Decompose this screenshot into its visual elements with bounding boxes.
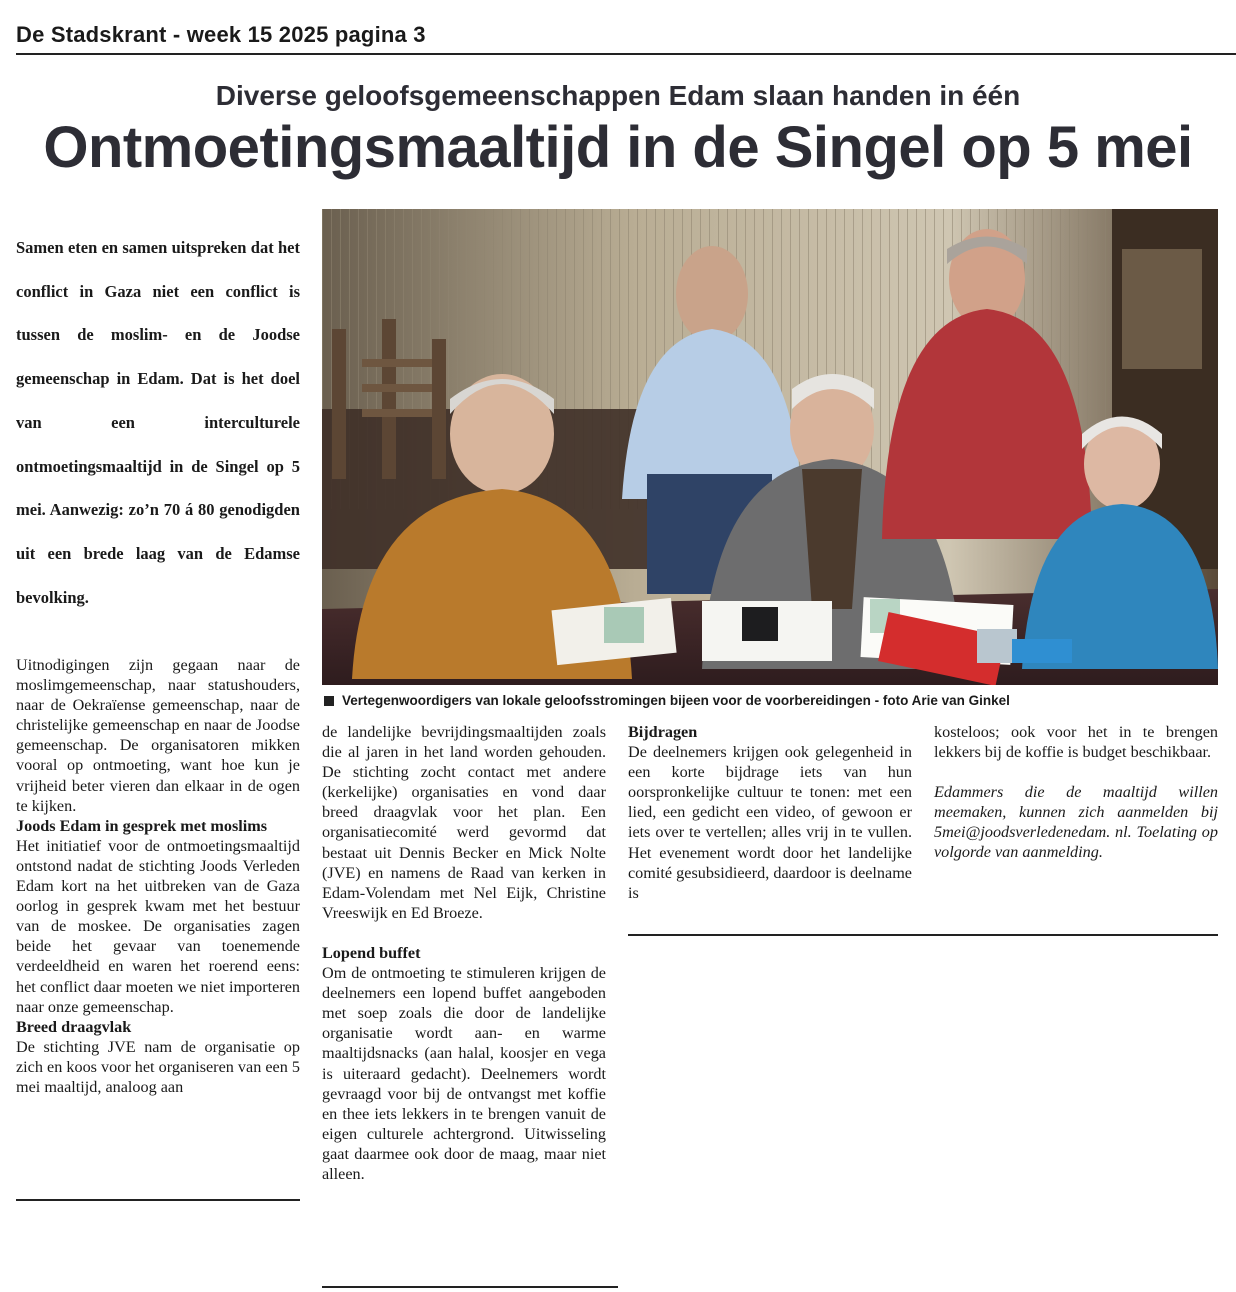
column-3 [628, 722, 912, 903]
masthead: De Stadskrant - week 15 2025 pagina 3 [16, 22, 426, 47]
photo-caption [322, 693, 1222, 708]
col1-end-rule [16, 1199, 300, 1201]
column-2 [322, 722, 606, 1184]
col2-end-rule [322, 1286, 618, 1288]
col4-paragraph-1: kosteloos; ook voor het in te brengen lekkers bij de koffie is budget beschikbaar. [934, 723, 1218, 762]
column-1 [16, 655, 300, 1097]
intro-paragraph: Samen eten en samen uitspreken dat het conflict in Gaza niet een conflict is tussen de moslim- en de Joodse gemeenschap in Edam. Dat is het doel van een interculturele ontmoetingsmaaltijd in de Singel op 5 mei. Aanwezig: zo’n 70 á 80 genodigden uit een brede laag van de Edamse bevolking. [16, 238, 300, 607]
col1-paragraph-3: De stichting JVE nam de organisatie op zich en koos voor het organiseren van een 5 mei maaltijd, analoog aan [16, 1037, 300, 1096]
masthead-rule [16, 53, 1236, 55]
col2-paragraph-1: de landelijke bevrijdingsmaaltijden zoals die al jaren in het land worden gehouden. De stichting zocht contact met andere (kerkelijke) organisaties en vond daar breed draagvlak voor het plan. Een organisatiecomité werd gevormd dat bestaat uit Dennis Becker en Mick Nolte (JVE) en namens de Raad van kerken in Edam-Volendam met Nel Eijk, Christine Vreeswijk en Ed Broeze. [322, 723, 606, 922]
col3-paragraph-1: De deelnemers krijgen ook gelegenheid in een korte bijdrage iets van hun oorspronkelijke cultuur te tonen: met een lied, een gedicht een video, of gewoon er iets over te vertellen; alles vrij in te vullen. Het evenement wordt door het landelijke comité gesubsidieerd, daardoor is deelname is [628, 743, 912, 902]
column-4 [934, 722, 1218, 863]
col1-paragraph-2: Het initiatief voor de ontmoetingsmaaltijd ontstond nadat de stichting Joods Verleden Edam kort na het uitbreken van de Gaza oorlog in gesprek kwam met het bestuur van de moskee. De organisaties zagen beide het gevaar van toenemende verdeeldheid en waren het roerend eens: het conflict daar moeten we niet importeren naar onze gemeenschap. [16, 836, 300, 1016]
caption-text: Vertegenwoordigers van lokale geloofsstromingen bijeen voor de voorbereidingen - foto Arie van Ginkel [342, 693, 1010, 708]
col2-paragraph-2: Om de ontmoeting te stimuleren krijgen de deelnemers een lopend buffet aangeboden met soep zoals die door de landelijke organisatie wordt aan- en warme maaltijdsnacks (aan halal, koosjer en vega is uiteraard gedacht). Deelnemers wordt gevraagd voor bij de ontvangst met koffie en thee iets lekkers in te brengen vanuit de eigen culturele achtergrond. Uitwisseling gaat daarmee ook door de maag, maar niet alleen. [322, 964, 606, 1183]
col1-paragraph-1: Uitnodigingen zijn gegaan naar de moslimgemeenschap, naar statushouders, naar de Oekraïense gemeenschap, naar de christelijke gemeenschap en naar de Joodse gemeenschap. De organisatoren mikken vooral op ontmoeting, want hoe kun je vrijheid beter vieren dan elkaar in de ogen te kijken. [16, 656, 300, 815]
col3-col4-end-rule [628, 934, 1218, 936]
col3-subhead-1: Bijdragen [628, 723, 698, 741]
col2-subhead-1: Lopend buffet [322, 943, 421, 962]
col1-subhead-2: Breed draagvlak [16, 1017, 132, 1036]
col1-subhead-1: Joods Edam in gesprek met moslims [16, 816, 268, 835]
article-photo [322, 209, 1218, 685]
col4-paragraph-2: Edammers die de maaltijd willen meemaken, kunnen zich aanmelden bij 5mei@joodsverledenedam. nl. Toelating op volgorde van aanmelding. [934, 783, 1218, 862]
kicker: Diverse geloofsgemeenschappen Edam slaan handen in één [215, 80, 1021, 111]
headline: Ontmoetingsmaaltijd in de Singel op 5 mei [43, 115, 1193, 180]
caption-square-icon [324, 696, 334, 706]
